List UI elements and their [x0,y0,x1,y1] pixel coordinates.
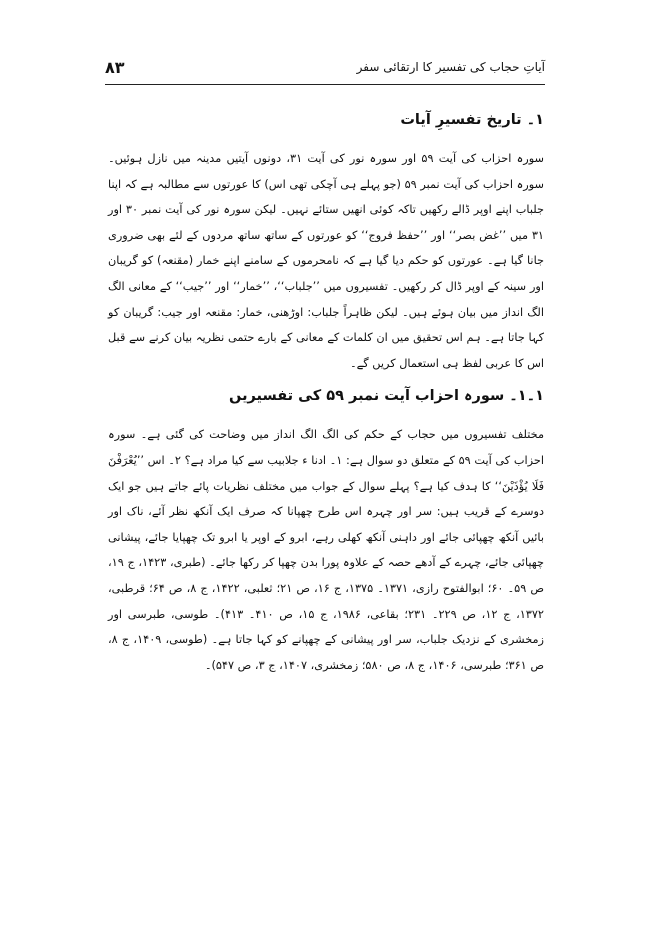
section-heading-1: ۱۔ تاریخ تفسیرِ آیات [400,112,544,128]
page-number: ۸۳ [105,58,125,77]
running-title: آیاتِ حجاب کی تفسیر کا ارتقائی سفر [356,60,545,74]
section-heading-2: ۱۔۱۔ سورہ احزاب آیت نمبر ۵۹ کی تفسیریں [229,388,544,405]
section-paragraph-2: مختلف تفسیروں میں حجاب کے حکم کی الگ الگ انداز میں وضاحت کی گئی ہے۔ سورہ احزاب کی آیت ۵۹ کے متعلق دو سوال ہے: ۱۔ ادنا ء جلابیب سے کیا مراد ہے؟ ۲۔ اس ’’يُعْرَفْنَ فَلَا يُؤْذَيْنَ‘‘ کا ہدف کیا ہے؟ پہلے سوال کے جواب میں مختلف نظریات پائے جاتے ہیں جو ایک دوسرے کے قریب ہیں: سر اور چہرہ اس طرح چھپانا کہ صرف ایک آنکھ نظر آئے، ناک اور بائیں آنکھ چھپائی جائے اور داہنی آنکھ کھلی رہے، ابرو کے اوپر یا ابرو تک چھپایا جائے، پیشانی چھپائی جائے، چہرے کے آدھے حصہ کے علاوہ پورا بدن چھپا کر رکھا جائے۔ (طبری، ۱۴۲۳، ج ۱۹، ص ۵۹۔ ۶۰؛ ابوالفتوح رازی، ۱۳۷۱۔ ۱۳۷۵، ج ۱۶، ص ۲۱؛ ثعلبی، ۱۴۲۲، ج ۸، ص ۶۴؛ قرطبی، ۱۳۷۲، ج ۱۲، ص ۲۲۹۔ ۲۳۱؛ بقاعی، ۱۹۸۶، ج ۱۵، ص ۴۱۰۔ ۴۱۳)۔ طوسی، طبرسی اور زمخشری کے نزدیک جلباب، سر اور پیشانی کے چھپانے کو کہا جاتا ہے۔ (طوسی، ۱۴۰۹، ج ۸، ص ۳۶۱؛ طبرسی، ۱۴۰۶، ج ۸، ص ۵۸۰؛ زمخشری، ۱۴۰۷، ج ۳، ص ۵۴۷)۔ [108,428,544,672]
header-divider [105,84,545,85]
page-header [105,56,545,82]
page-body [108,100,544,686]
section-paragraph-1: سورہ احزاب کی آیت ۵۹ اور سورہ نور کی آیت ۳۱، دونوں آیتیں مدینہ میں نازل ہوئیں۔ سورہ احزاب کی آیت نمبر ۵۹ (جو پہلے ہی آچکی تھی اس) کا عورتوں سے مطالبہ ہے کہ اپنا جلباب اپنے اوپر ڈالے رکھیں تاکہ کوئی انھیں ستائے نہیں۔ لیکن سورہ نور کی آیت نمبر ۳۰ اور ۳۱ میں ’’غض بصر‘‘ اور ’’حفظ فروج‘‘ کو عورتوں کے ساتھ ساتھ مردوں کے لئے بھی ضروری جانا گیا ہے۔ عورتوں کو حکم دیا گیا ہے کہ نامحرموں کے سامنے اپنے خمار (مقنعہ) کو گریبان اور سینہ کے اوپر ڈال کر رکھیں۔ تفسیروں میں ’’جلباب‘‘، ’’خمار‘‘ اور ’’جیب‘‘ کے معانی الگ الگ انداز میں بیان ہوئے ہیں۔ لیکن ظاہراً جلباب: اوڑھنی، خمار: مقنعہ اور جیب: گریبان کو کہا جاتا ہے۔ ہم اس تحقیق میں ان کلمات کے معانی کے بارے حتمی نظریہ بیان کرنے سے قبل اس کا عربی لفظ ہی استعمال کریں گے۔ [108,152,545,370]
